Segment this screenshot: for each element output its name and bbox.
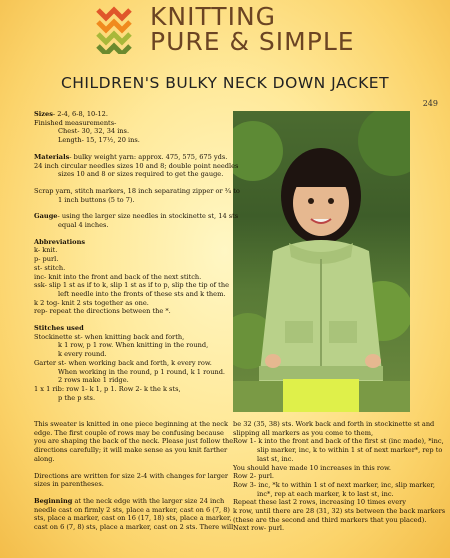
right-line: Row 1- k into the front and back of the first st (inc made), *inc,	[233, 437, 444, 446]
knitting-logo-icon	[96, 4, 132, 54]
chest-measurements: Chest- 30, 32, 34 ins.	[58, 127, 130, 136]
finished-measurements: Finished measurements-	[34, 118, 117, 127]
beginning-line: sts, place a marker, cast on 16 (17, 18) sts, place a marker,	[34, 514, 232, 523]
stitch-item: Garter st- when working back and forth, k every row.	[34, 358, 212, 367]
left-column	[34, 110, 240, 410]
abbr-item: p- purl.	[34, 255, 59, 264]
right-line: Repeat these last 2 rows, increasing 10 times every	[233, 498, 407, 507]
beginning-text-1: at the neck edge with the larger size 24 inch	[72, 496, 225, 505]
right-line: (these are the second and third markers that you placed).	[233, 515, 427, 524]
brand-line-2: PURE & SIMPLE	[150, 27, 355, 56]
materials-label: Materials	[34, 152, 70, 161]
directions-line: Directions are written for size 2-4 with changes for larger	[34, 471, 229, 480]
beginning-line: cast on 6 (7, 8) sts, place a marker, cast on 2 sts. There will	[34, 523, 234, 532]
abbr-item: inc- knit into the front and back of the next stitch.	[34, 272, 202, 281]
gauge-text-1: - using the larger size needles in stockinette st, 14 sts	[57, 212, 239, 221]
intro-line: directions carefully; it will make sense as you knit farther	[34, 446, 228, 455]
abbr-item: rep- repeat the directions between the *.	[34, 307, 171, 316]
beginning-line-1	[34, 497, 224, 505]
abbr-item: ssk- slip 1 st as if to k, slip 1 st as if to p, slip the tip of the	[34, 281, 229, 290]
stitch-item: k every round.	[58, 350, 107, 359]
gauge-line-2: equal 4 inches.	[58, 221, 109, 230]
beginning-label: Beginning	[34, 496, 73, 505]
beginning-line: needle cast on firmly 2 sts, place a marker, cast on 6 (7, 8)	[34, 505, 230, 514]
gauge-line-1	[34, 212, 238, 220]
intro-line: along.	[34, 454, 55, 463]
right-line: be 32 (35, 38) sts. Work back and forth in stockinette st and	[233, 420, 435, 428]
right-line: last st, inc.	[257, 454, 294, 463]
right-column	[233, 420, 446, 533]
materials-line-4: Scrap yarn, stitch markers, 18 inch separating zipper or ¾ to	[34, 186, 240, 195]
stitch-item: 2 rows make 1 ridge.	[58, 376, 129, 385]
brand-line-1: KNITTING	[150, 2, 277, 31]
sizes-line	[34, 110, 108, 118]
photo-illustration	[233, 111, 410, 412]
intro-line: you are shaping the back of the neck. Please just follow the	[34, 437, 234, 446]
abbr-item: st- stitch.	[34, 263, 66, 272]
materials-line-3: sizes 10 and 8 or sizes required to get the gauge.	[58, 170, 224, 179]
length-measurements: Length- 15, 17½, 20 ins.	[58, 136, 140, 145]
intro-line: This sweater is knitted in one piece beginning at the neck	[34, 420, 228, 428]
stitches-label: Stitches used	[34, 324, 84, 333]
child-in-green-jacket-photo	[233, 111, 410, 412]
right-line: inc*, rep at each marker, k to last st, inc.	[257, 489, 394, 498]
abbr-item: left needle into the fronts of these sts and k them.	[58, 289, 226, 298]
intro-line: edge. The first couple of rows may be confusing because	[34, 428, 224, 437]
abbr-item: k 2 tog- knit 2 sts together as one.	[34, 298, 149, 307]
right-line: You should have made 10 increases in this row.	[233, 463, 391, 472]
gauge-label: Gauge	[34, 212, 58, 221]
right-line: k row, until there are 28 (31, 32) sts between the back markers	[233, 507, 446, 516]
page-number: 249	[422, 99, 438, 108]
stitch-item: When working in the round, p 1 round, k 1 round.	[58, 367, 226, 376]
sizes-value: - 2-4, 6-8, 10-12.	[52, 110, 108, 118]
materials-line-2: 24 inch circular needles sizes 10 and 8; double point needles	[34, 161, 239, 170]
lower-left-column	[34, 420, 234, 540]
right-line: Next row- purl.	[233, 524, 285, 533]
sizes-label: Sizes	[34, 110, 53, 118]
directions-line: sizes in parentheses.	[34, 480, 104, 489]
materials-line-1	[34, 153, 227, 161]
stitch-item: k 1 row, p 1 row. When knitting in the round,	[58, 341, 209, 350]
right-line: Row 3- inc, *k to within 1 st of next marker, inc, slip marker,	[233, 480, 435, 489]
materials-text-1: - bulky weight yarn: approx. 475, 575, 675 yds.	[69, 152, 228, 161]
stitch-item: Stockinette st- when knitting back and forth,	[34, 332, 185, 341]
abbreviations-label: Abbreviations	[34, 237, 86, 246]
materials-line-5: 1 inch buttons (5 to 7).	[58, 195, 135, 204]
right-line: Row 2- purl.	[233, 472, 275, 481]
right-line: slip marker, inc, k to within 1 st of next marker*, rep to	[257, 446, 443, 455]
right-line: slipping all markers as you come to them,	[233, 428, 374, 437]
stitch-item: 1 x 1 rib: row 1- k 1, p 1. Row 2- k the k sts,	[34, 384, 181, 393]
page-title: CHILDREN'S BULKY NECK DOWN JACKET	[60, 74, 390, 92]
abbr-item: k- knit.	[34, 246, 58, 255]
stitch-item: p the p sts.	[58, 393, 96, 402]
